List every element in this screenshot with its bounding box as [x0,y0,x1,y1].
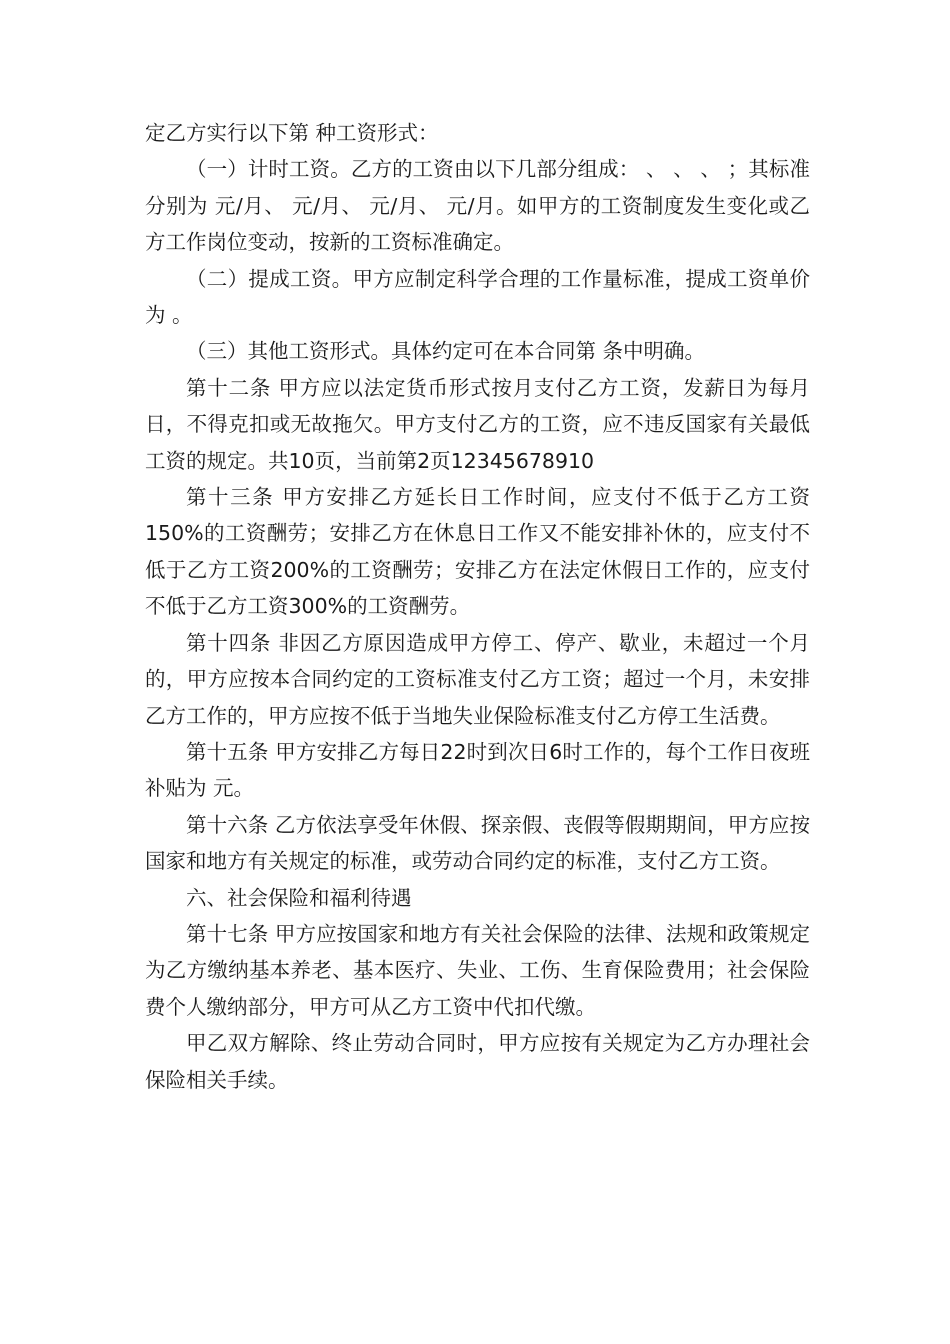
paragraph-article-15: 第十五条 甲方安排乙方每日22时到次日6时工作的，每个工作日夜班补贴为 元。 [145,739,810,801]
paragraph-article-16: 第十六条 乙方依法享受年休假、探亲假、丧假等假期期间，甲方应按国家和地方有关规定的标准，或劳动合同约定的标准，支付乙方工资。 [145,812,810,874]
paragraph-article-14: 第十四条 非因乙方原因造成甲方停工、停产、歇业，未超过一个月的，甲方应按本合同约定的工资标准支付乙方工资；超过一个月，未安排乙方工作的，甲方应按不低于当地失业保险标准支付乙方停工生活费。 [145,630,810,728]
paragraph-commission-wage: （二）提成工资。甲方应制定科学合理的工作量标准，提成工资单价为 。 [145,266,810,328]
paragraph-hourly-wage: （一）计时工资。乙方的工资由以下几部分组成： 、 、 、 ；其标准分别为 元/月、 元/月、 元/月、 元/月。如甲方的工资制度发生变化或乙方工作岗位变动，按新的工资标准确定。 [145,157,810,255]
paragraph-termination-insurance: 甲乙双方解除、终止劳动合同时，甲方应按有关规定为乙方办理社会保险相关手续。 [145,1031,810,1092]
document-body [145,115,810,1098]
paragraph-wage-form-intro: 定乙方实行以下第 种工资形式： [145,121,439,145]
paragraph-article-13: 第十三条 甲方安排乙方延长日工作时间，应支付不低于乙方工资150%的工资酬劳；安排乙方在休息日工作又不能安排补休的，应支付不低于乙方工资200%的工资酬劳；安排乙方在法定休假日工作的，应支付不低于乙方工资300%的工资酬劳。 [145,485,810,619]
section-heading-social-insurance: 六、社会保险和福利待遇 [186,885,412,910]
paragraph-article-12: 第十二条 甲方应以法定货币形式按月支付乙方工资，发薪日为每月 日，不得克扣或无故拖欠。甲方支付乙方的工资，应不违反国家有关最低工资的规定。共10页，当前第2页12345678910 [145,375,810,473]
paragraph-other-wage: （三）其他工资形式。具体约定可在本合同第 条中明确。 [186,339,706,364]
paragraph-article-17: 第十七条 甲方应按国家和地方有关社会保险的法律、法规和政策规定为乙方缴纳基本养老、基本医疗、失业、工伤、生育保险费用；社会保险费个人缴纳部分，甲方可从乙方工资中代扣代缴。 [145,921,810,1019]
